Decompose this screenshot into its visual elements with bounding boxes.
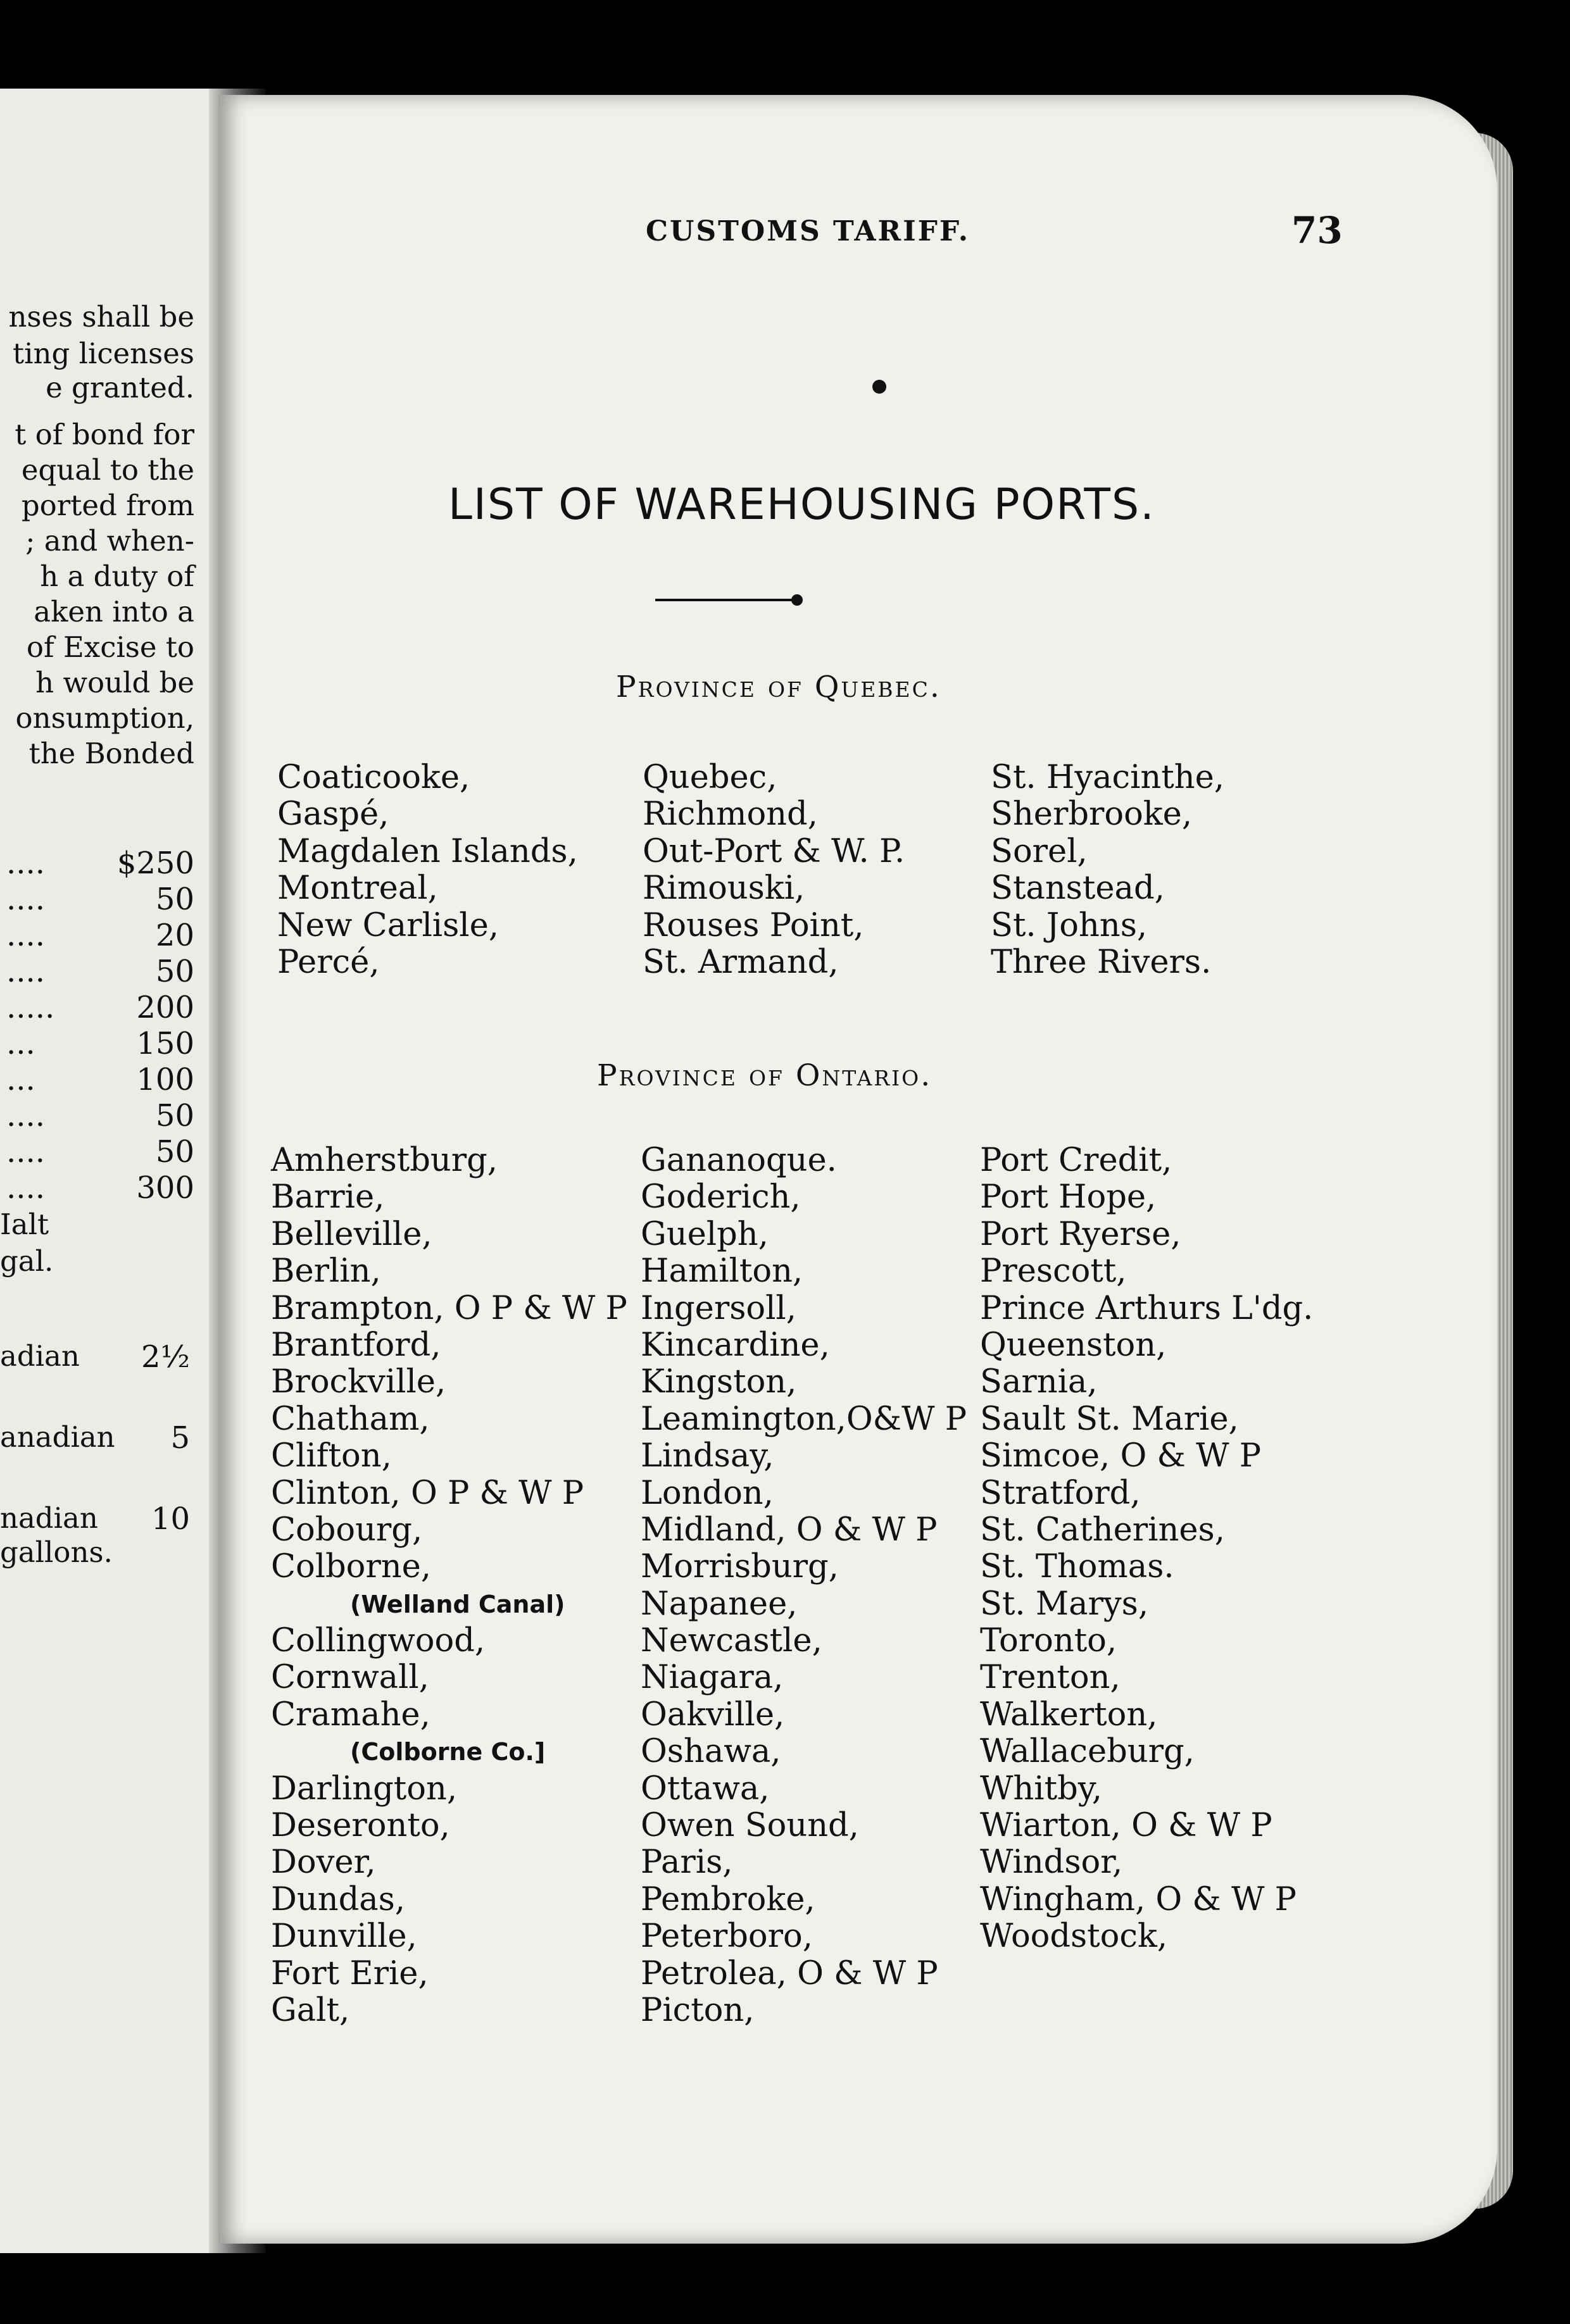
port-entry: Oshawa, (641, 1733, 781, 1771)
port-entry: Belleville, (271, 1215, 432, 1253)
port-entry: (Colborne Co.] (350, 1738, 546, 1766)
port-entry: Rimouski, (643, 870, 805, 908)
leader-dots: .... (6, 1134, 46, 1170)
port-entry: Wingham, O & W P (980, 1880, 1297, 1918)
ontario-column-3 (980, 1142, 1313, 1956)
previous-page-line: nadian (0, 1501, 98, 1535)
port-entry: Clinton, O P & W P (271, 1474, 584, 1512)
port-entry: Prince Arthurs L'dg. (980, 1289, 1314, 1327)
port-entry: Trenton, (980, 1659, 1121, 1697)
port-entry: Stanstead, (991, 870, 1165, 908)
port-entry: (Welland Canal) (350, 1590, 565, 1618)
ontario-column-2 (641, 1142, 967, 2029)
port-entry: Simcoe, O & W P (980, 1437, 1262, 1475)
previous-page (0, 89, 237, 2253)
port-entry: Niagara, (641, 1659, 784, 1697)
previous-page-line: Ialt (0, 1208, 49, 1241)
port-entry: Whitby, (980, 1770, 1102, 1808)
port-entry: Dundas, (271, 1880, 406, 1918)
port-entry: Gananoque. (641, 1142, 837, 1179)
port-entry: Montreal, (277, 870, 438, 908)
running-head: CUSTOMS TARIFF. (646, 215, 970, 247)
port-entry: Rouses Point, (643, 906, 864, 944)
port-entry: Kincardine, (641, 1326, 830, 1364)
leader-dots: .... (6, 918, 46, 953)
port-entry: St. Thomas. (980, 1548, 1174, 1586)
port-entry: Guelph, (641, 1215, 769, 1253)
port-entry: Sarnia, (980, 1363, 1098, 1401)
port-entry: Magdalen Islands, (277, 832, 578, 870)
previous-page-line: of Excise to (26, 630, 194, 664)
port-entry: Stratford, (980, 1474, 1141, 1512)
port-entry: Sorel, (991, 832, 1088, 870)
port-entry: Petrolea, O & W P (641, 1954, 938, 1992)
previous-page-line: h would be (35, 666, 194, 699)
quebec-column-3 (991, 759, 1224, 981)
port-entry: Ingersoll, (641, 1289, 796, 1327)
previous-page-line: anadian (0, 1420, 115, 1454)
previous-page-line: adian (0, 1339, 80, 1373)
port-entry: Pembroke, (641, 1880, 815, 1918)
port-entry: Brockville, (271, 1363, 446, 1401)
port-entry: Percé, (277, 943, 380, 981)
section-heading-quebec: Province of Quebec. (616, 670, 941, 704)
port-entry: Dover, (271, 1844, 376, 1882)
port-entry: Brampton, O P & W P (271, 1289, 627, 1327)
port-entry: Wiarton, O & W P (980, 1807, 1272, 1845)
port-entry: Galt, (271, 1991, 350, 2029)
leader-dots: .... (6, 1098, 46, 1134)
previous-page-value: 5 (170, 1420, 190, 1456)
quebec-column-2 (643, 759, 905, 981)
port-entry: Gaspé, (277, 796, 389, 834)
fee-amount: 50 (155, 1134, 194, 1170)
port-entry: Newcastle, (641, 1622, 822, 1660)
section-heading-ontario: Province of Ontario. (597, 1058, 933, 1093)
port-entry: Owen Sound, (641, 1807, 859, 1845)
port-entry: St. Hyacinthe, (991, 759, 1225, 796)
port-entry: Walkerton, (980, 1696, 1158, 1734)
port-entry: Kingston, (641, 1363, 797, 1401)
previous-page-line: t of bond for (15, 418, 194, 451)
leader-dots: ... (6, 1062, 35, 1097)
port-entry: St. Catherines, (980, 1511, 1225, 1549)
port-entry: Clifton, (271, 1437, 392, 1475)
leader-dots: .... (6, 846, 46, 881)
port-entry: Barrie, (271, 1178, 385, 1216)
previous-page-line: h a duty of (40, 559, 194, 593)
port-entry: Woodstock, (980, 1918, 1168, 1956)
leader-dots: .... (6, 954, 46, 989)
port-entry: Port Hope, (980, 1178, 1157, 1216)
port-entry: Quebec, (643, 759, 777, 796)
port-entry: Morrisburg, (641, 1548, 839, 1586)
leader-dots: ..... (6, 990, 55, 1025)
port-entry: St. Johns, (991, 906, 1148, 944)
rule-ornament (791, 594, 803, 606)
port-entry: Queenston, (980, 1326, 1167, 1364)
port-entry: Berlin, (271, 1253, 381, 1290)
previous-page-value: 10 (151, 1501, 190, 1537)
previous-page-line: aken into a (34, 595, 194, 628)
fee-amount: 100 (136, 1062, 194, 1097)
port-entry: Port Ryerse, (980, 1215, 1181, 1253)
previous-page-line: e granted. (46, 371, 194, 404)
previous-page-line: the Bonded (28, 737, 194, 770)
leader-dots: .... (6, 882, 46, 917)
previous-page-line: nses shall be (8, 300, 194, 334)
quebec-column-1 (277, 759, 578, 981)
port-entry: Dunville, (271, 1918, 417, 1956)
previous-page-line: ting licenses (13, 337, 194, 370)
port-entry: Coaticooke, (277, 759, 470, 796)
port-entry: Toronto, (980, 1622, 1117, 1660)
port-entry: Deseronto, (271, 1807, 450, 1845)
port-entry: Midland, O & W P (641, 1511, 938, 1549)
fee-amount: $250 (116, 846, 194, 881)
port-entry: Peterboro, (641, 1918, 813, 1956)
port-entry: Goderich, (641, 1178, 801, 1216)
port-entry: Oakville, (641, 1696, 785, 1734)
port-entry: Collingwood, (271, 1622, 486, 1660)
port-entry: Cornwall, (271, 1659, 429, 1697)
port-entry: Leamington,O&W P (641, 1400, 967, 1438)
fee-amount: 300 (136, 1170, 194, 1206)
port-entry: Colborne, (271, 1548, 432, 1586)
port-entry: Napanee, (641, 1585, 798, 1623)
fee-amount: 50 (155, 1098, 194, 1134)
port-entry: Picton, (641, 1991, 755, 2029)
port-entry: Sherbrooke, (991, 796, 1193, 834)
port-entry: Fort Erie, (271, 1954, 429, 1992)
port-entry: Richmond, (643, 796, 818, 834)
fee-amount: 50 (155, 954, 194, 989)
port-entry: St. Marys, (980, 1585, 1149, 1623)
port-entry: Port Credit, (980, 1142, 1172, 1179)
previous-page-line: ; and when- (25, 524, 194, 558)
fee-amount: 20 (155, 918, 194, 953)
port-entry: Sault St. Marie, (980, 1400, 1239, 1438)
port-entry: Chatham, (271, 1400, 430, 1438)
port-entry: Amherstburg, (271, 1142, 498, 1179)
port-entry: Cramahe, (271, 1696, 430, 1734)
previous-page-line: onsumption, (15, 701, 194, 735)
port-entry: New Carlisle, (277, 906, 499, 944)
ornament-dot (872, 380, 886, 394)
page-number: 73 (1291, 209, 1343, 252)
port-entry: Cobourg, (271, 1511, 423, 1549)
previous-page-value: 2½ (141, 1339, 190, 1375)
previous-page-line: gallons. (0, 1535, 113, 1569)
port-entry: Three Rivers. (991, 943, 1212, 981)
port-entry: Ottawa, (641, 1770, 770, 1808)
previous-page-line: ported from (21, 489, 194, 522)
port-entry: Hamilton, (641, 1253, 803, 1290)
port-entry: Paris, (641, 1844, 733, 1882)
port-entry: Brantford, (271, 1326, 441, 1364)
previous-page-line: equal to the (21, 453, 194, 487)
fee-amount: 200 (136, 990, 194, 1025)
leader-dots: .... (6, 1170, 46, 1206)
ontario-column-1 (271, 1142, 627, 2029)
fee-amount: 150 (136, 1026, 194, 1061)
fee-amount: 50 (155, 882, 194, 917)
title-rule (655, 599, 801, 601)
previous-page-line: gal. (0, 1244, 54, 1278)
port-entry: London, (641, 1474, 774, 1512)
port-entry: St. Armand, (643, 943, 839, 981)
port-entry: Out-Port & W. P. (643, 832, 905, 870)
port-entry: Prescott, (980, 1253, 1127, 1290)
port-entry: Lindsay, (641, 1437, 774, 1475)
page-title: LIST OF WAREHOUSING PORTS. (448, 480, 1155, 530)
port-entry: Windsor, (980, 1844, 1123, 1882)
leader-dots: ... (6, 1026, 35, 1061)
port-entry: Darlington, (271, 1770, 458, 1808)
port-entry: Wallaceburg, (980, 1733, 1195, 1771)
